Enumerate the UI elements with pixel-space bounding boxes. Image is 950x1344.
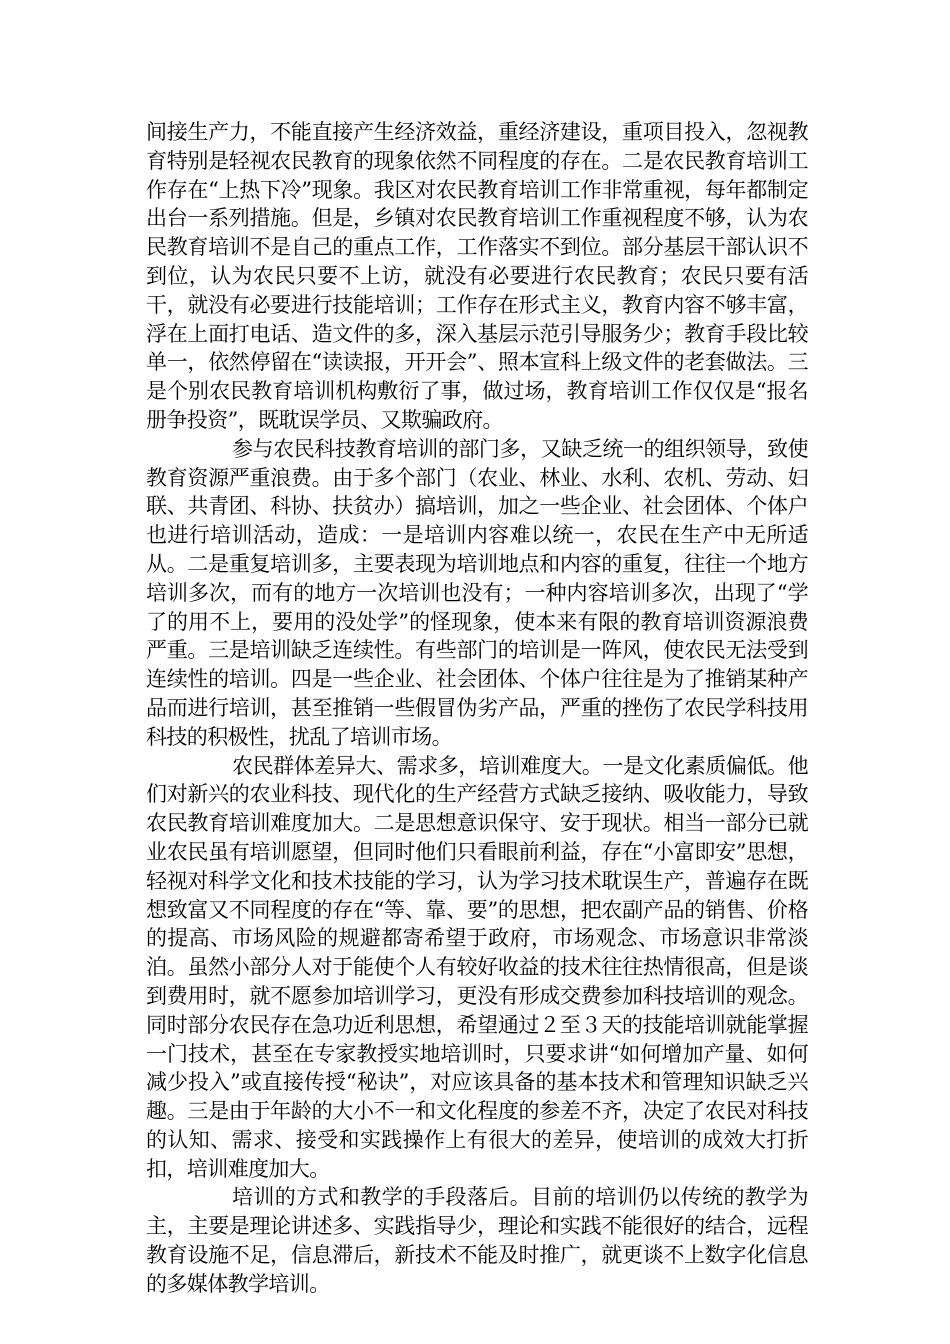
paragraph-1: 间接生产力，不能直接产生经济效益，重经济建设，重项目投入，忽视教育特别是轻视农民教育的现象依然不同程度的存在。二是农民教育培训工作存在“上热下冷”现象。我区对农民教育培训工作非常重视，每年都制定出台一系列措施。但是，乡镇对农民教育培训工作重视程度不够，认为农民教育培训不是自己的重点工作，工作落实不到位。部分基层干部认识不到位，认为农民只要不上访，就没有必要进行农民教育；农民只要有活干，就没有必要进行技能培训；工作存在形式主义，教育内容不够丰富，浮在上面打电话、造文件的多，深入基层示范引导服务少；教育手段比较单一，依然停留在“读读报，开开会”、照本宣科上级文件的老套做法。三是个别农民教育培训机构敷衍了事，做过场，教育培训工作仅仅是“报名册争投资”，既耽误学员、又欺骗政府。 xyxy=(146,120,808,432)
document-page xyxy=(146,118,808,1299)
paragraph-4: 培训的方式和教学的手段落后。目前的培训仍以传统的教学为主，主要是理论讲述多、实践指导少，理论和实践不能很好的结合，远程教育设施不足，信息滞后，新技术不能及时推广，就更谈不上数字化信息的多媒体教学培训。 xyxy=(146,1185,808,1296)
paragraph-3: 农民群体差异大、需求多，培训难度大。一是文化素质偏低。他们对新兴的农业科技、现代化的生产经营方式缺乏接纳、吸收能力，导致农民教育培训难度加大。二是思想意识保守、安于现状。相当一部分已就业农民虽有培训愿望，但同时他们只看眼前利益，存在“小富即安”思想，轻视对科学文化和技术技能的学习，认为学习技术耽误生产，普遍存在既想致富又不同程度的存在“等、靠、要”的思想，把农副产品的销售、价格的提高、市场风险的规避都寄希望于政府，市场观念、市场意识非常淡泊。虽然小部分人对于能使个人有较好收益的技术往往热情很高，但是谈到费用时，就不愿参加培训学习，更没有形成交费参加科技培训的观念。同时部分农民存在急功近利思想，希望通过２至３天的技能培训就能掌握一门技术，甚至在专家教授实地培训时，只要求讲“如何增加产量、如何减少投入”或直接传授“秘诀”，对应该具备的基本技术和管理知识缺乏兴趣。三是由于年龄的大小不一和文化程度的参差不齐，决定了农民对科技的认知、需求、接受和实践操作上有很大的差异，使培训的成效大打折扣，培训难度加大。 xyxy=(146,753,808,1181)
paragraph-2: 参与农民科技教育培训的部门多，又缺乏统一的组织领导，致使教育资源严重浪费。由于多个部门（农业、林业、水利、农机、劳动、妇联、共青团、科协、扶贫办）搞培训，加之一些企业、社会团体、个体户也进行培训活动，造成：一是培训内容难以统一，农民在生产中无所适从。二是重复培训多，主要表现为培训地点和内容的重复，往往一个地方培训多次，而有的地方一次培训也没有；一种内容培训多次，出现了“学了的用不上，要用的没处学”的怪现象，使本来有限的教育培训资源浪费严重。三是培训缺乏连续性。有些部门的培训是一阵风，使农民无法受到连续性的培训。四是一些企业、社会团体、个体户往往是为了推销某种产品而进行培训，甚至推销一些假冒伪劣产品，严重的挫伤了农民学科技用科技的积极性，扰乱了培训市场。 xyxy=(146,436,808,749)
